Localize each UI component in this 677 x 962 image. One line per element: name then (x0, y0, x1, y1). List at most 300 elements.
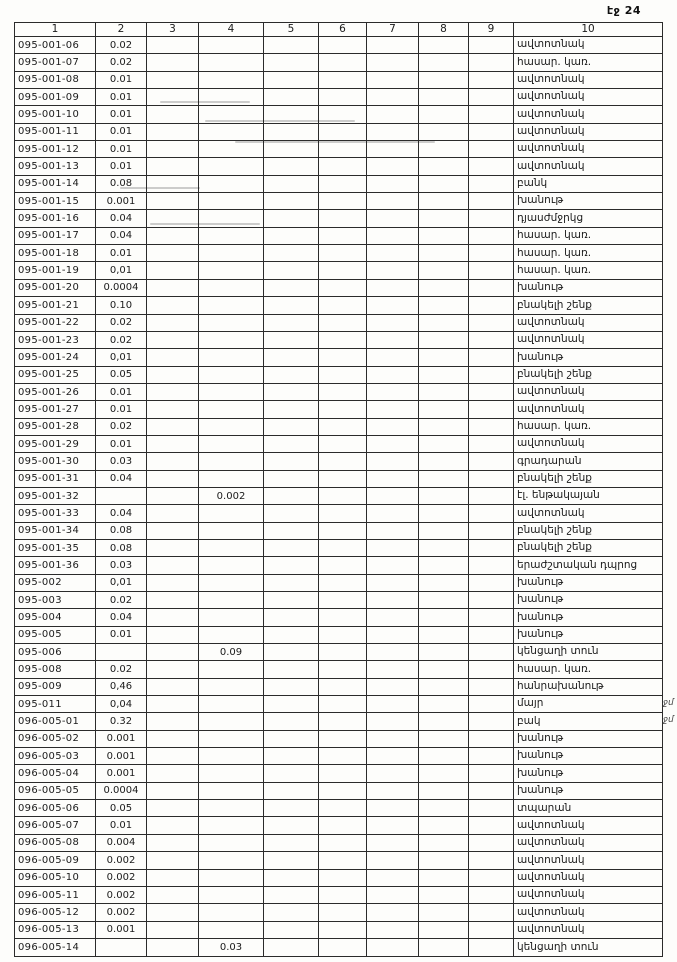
area-value-cell: 0.01 (96, 71, 147, 88)
area-value-cell: 0.01 (96, 383, 147, 400)
code-cell: 095-001-19 (15, 262, 96, 279)
empty-cell (264, 817, 319, 834)
table-row (15, 886, 663, 903)
empty-cell (147, 921, 199, 938)
empty-cell (264, 730, 319, 747)
area-value-4-cell (199, 852, 264, 869)
empty-cell (147, 297, 199, 314)
empty-cell (147, 37, 199, 54)
empty-cell (147, 349, 199, 366)
object-label-cell: բնակելի շենք (514, 522, 663, 539)
empty-cell (319, 71, 367, 88)
object-label-cell: կենցաղի տուն (514, 644, 663, 661)
empty-cell (469, 383, 514, 400)
area-value-cell: 0.0004 (96, 782, 147, 799)
empty-cell (469, 487, 514, 504)
empty-cell (147, 331, 199, 348)
empty-cell (147, 505, 199, 522)
table-row (15, 453, 663, 470)
empty-cell (419, 817, 469, 834)
empty-cell (264, 123, 319, 140)
empty-cell (419, 592, 469, 609)
empty-cell (264, 661, 319, 678)
area-value-4-cell (199, 748, 264, 765)
empty-cell (264, 141, 319, 158)
empty-cell (147, 696, 199, 713)
area-value-cell: 0.02 (96, 331, 147, 348)
object-label-cell: ավտոտնակ (514, 435, 663, 452)
area-value-4-cell (199, 626, 264, 643)
empty-cell (264, 626, 319, 643)
code-cell: 095-001-07 (15, 54, 96, 71)
empty-cell (147, 193, 199, 210)
table-row (15, 158, 663, 175)
column-header: 5 (264, 23, 319, 37)
empty-cell (319, 661, 367, 678)
empty-cell (367, 331, 419, 348)
area-value-cell: 0.002 (96, 852, 147, 869)
empty-cell (367, 678, 419, 695)
area-value-cell: 0.001 (96, 748, 147, 765)
area-value-cell: 0.03 (96, 453, 147, 470)
code-cell: 096-005-06 (15, 800, 96, 817)
table-row (15, 227, 663, 244)
table-row (15, 505, 663, 522)
area-value-4-cell (199, 505, 264, 522)
empty-cell (469, 470, 514, 487)
empty-cell (319, 938, 367, 956)
empty-cell (367, 522, 419, 539)
empty-cell (319, 696, 367, 713)
empty-cell (319, 626, 367, 643)
empty-cell (469, 505, 514, 522)
code-cell: 095-001-24 (15, 349, 96, 366)
object-label-cell: ավտոտնակ (514, 852, 663, 869)
empty-cell (367, 852, 419, 869)
empty-cell (469, 158, 514, 175)
empty-cell (264, 314, 319, 331)
table-row (15, 175, 663, 192)
area-value-cell: 0.02 (96, 314, 147, 331)
empty-cell (469, 349, 514, 366)
empty-cell (367, 921, 419, 938)
empty-cell (419, 730, 469, 747)
empty-cell (147, 314, 199, 331)
table-row (15, 89, 663, 106)
empty-cell (419, 609, 469, 626)
area-value-4-cell (199, 314, 264, 331)
code-cell: 095-001-27 (15, 401, 96, 418)
empty-cell (469, 54, 514, 71)
table-row (15, 262, 663, 279)
empty-cell (419, 71, 469, 88)
empty-cell (367, 834, 419, 851)
code-cell: 095-009 (15, 678, 96, 695)
empty-cell (147, 886, 199, 903)
empty-cell (469, 331, 514, 348)
area-value-4-cell (199, 297, 264, 314)
table-row (15, 748, 663, 765)
table-row (15, 54, 663, 71)
empty-cell (319, 782, 367, 799)
empty-cell (469, 89, 514, 106)
table-row (15, 609, 663, 626)
empty-cell (264, 71, 319, 88)
empty-cell (264, 331, 319, 348)
empty-cell (419, 557, 469, 574)
area-value-cell: 0.32 (96, 713, 147, 730)
code-cell: 095-001-06 (15, 37, 96, 54)
area-value-cell: 0.002 (96, 886, 147, 903)
code-cell: 096-005-03 (15, 748, 96, 765)
empty-cell (367, 54, 419, 71)
empty-cell (419, 193, 469, 210)
empty-cell (469, 314, 514, 331)
object-label-cell: ավտոտնակ (514, 331, 663, 348)
code-cell: 095-001-18 (15, 245, 96, 262)
empty-cell (264, 193, 319, 210)
object-label-cell: կենցաղի տուն (514, 938, 663, 956)
empty-cell (264, 366, 319, 383)
empty-cell (264, 696, 319, 713)
empty-cell (419, 748, 469, 765)
object-label-cell: գրադարան (514, 453, 663, 470)
empty-cell (264, 54, 319, 71)
column-header: 3 (147, 23, 199, 37)
empty-cell (469, 592, 514, 609)
empty-cell (264, 522, 319, 539)
table-row (15, 852, 663, 869)
empty-cell (264, 904, 319, 921)
empty-cell (419, 800, 469, 817)
object-label-cell: ավտոտնակ (514, 158, 663, 175)
object-label-cell: տպարան (514, 800, 663, 817)
area-value-4-cell: 0.09 (199, 644, 264, 661)
area-value-4-cell (199, 730, 264, 747)
area-value-cell: 0.01 (96, 123, 147, 140)
empty-cell (367, 435, 419, 452)
empty-cell (367, 557, 419, 574)
code-cell: 095-001-28 (15, 418, 96, 435)
area-value-cell: 0.02 (96, 592, 147, 609)
empty-cell (419, 314, 469, 331)
empty-cell (319, 54, 367, 71)
code-cell: 096-005-07 (15, 817, 96, 834)
empty-cell (264, 37, 319, 54)
area-value-4-cell (199, 141, 264, 158)
empty-cell (147, 383, 199, 400)
area-value-cell: 0.01 (96, 245, 147, 262)
empty-cell (469, 557, 514, 574)
empty-cell (147, 817, 199, 834)
area-value-4-cell (199, 418, 264, 435)
column-header: 9 (469, 23, 514, 37)
table-body (15, 37, 663, 957)
empty-cell (147, 71, 199, 88)
area-value-4-cell (199, 609, 264, 626)
empty-cell (264, 869, 319, 886)
object-label-cell: հասար. կառ. (514, 262, 663, 279)
object-label-cell: խանութ (514, 730, 663, 747)
empty-cell (319, 713, 367, 730)
area-value-cell: 0.04 (96, 609, 147, 626)
empty-cell (367, 418, 419, 435)
empty-cell (367, 730, 419, 747)
empty-cell (367, 817, 419, 834)
area-value-cell: 0.02 (96, 54, 147, 71)
empty-cell (469, 886, 514, 903)
area-value-4-cell (199, 366, 264, 383)
area-value-cell: 0.05 (96, 800, 147, 817)
empty-cell (147, 435, 199, 452)
empty-cell (367, 696, 419, 713)
empty-cell (264, 175, 319, 192)
table-row (15, 487, 663, 504)
code-cell: 095-003 (15, 592, 96, 609)
area-value-cell: 0,01 (96, 574, 147, 591)
empty-cell (419, 435, 469, 452)
empty-cell (367, 175, 419, 192)
empty-cell (264, 782, 319, 799)
empty-cell (264, 505, 319, 522)
code-cell: 096-005-08 (15, 834, 96, 851)
area-value-cell: 0.04 (96, 505, 147, 522)
empty-cell (367, 661, 419, 678)
area-value-4-cell (199, 54, 264, 71)
empty-cell (147, 279, 199, 296)
area-value-4-cell (199, 193, 264, 210)
code-cell: 095-002 (15, 574, 96, 591)
empty-cell (419, 349, 469, 366)
empty-cell (367, 401, 419, 418)
empty-cell (319, 193, 367, 210)
empty-cell (469, 574, 514, 591)
area-value-4-cell (199, 470, 264, 487)
table-row (15, 869, 663, 886)
empty-cell (419, 227, 469, 244)
empty-cell (469, 713, 514, 730)
empty-cell (147, 661, 199, 678)
empty-cell (147, 487, 199, 504)
table-row (15, 210, 663, 227)
table-row (15, 123, 663, 140)
empty-cell (367, 938, 419, 956)
empty-cell (319, 262, 367, 279)
code-cell: 095-001-34 (15, 522, 96, 539)
column-header: 1 (15, 23, 96, 37)
empty-cell (367, 765, 419, 782)
empty-cell (147, 522, 199, 539)
empty-cell (469, 193, 514, 210)
empty-cell (367, 89, 419, 106)
area-value-cell: 0.03 (96, 557, 147, 574)
object-label-cell: խանութ (514, 592, 663, 609)
empty-cell (419, 644, 469, 661)
code-cell: 095-001-20 (15, 279, 96, 296)
code-cell: 095-001-10 (15, 106, 96, 123)
empty-cell (319, 331, 367, 348)
empty-cell (147, 592, 199, 609)
area-value-4-cell (199, 592, 264, 609)
empty-cell (469, 37, 514, 54)
empty-cell (367, 349, 419, 366)
empty-cell (469, 539, 514, 556)
empty-cell (264, 921, 319, 938)
object-label-cell: ավտոտնակ (514, 314, 663, 331)
empty-cell (264, 297, 319, 314)
empty-cell (367, 210, 419, 227)
empty-cell (469, 453, 514, 470)
area-value-cell: 0.08 (96, 522, 147, 539)
area-value-4-cell (199, 800, 264, 817)
empty-cell (469, 644, 514, 661)
empty-cell (419, 487, 469, 504)
code-cell: 095-001-26 (15, 383, 96, 400)
code-cell: 095-001-09 (15, 89, 96, 106)
empty-cell (147, 678, 199, 695)
object-label-cell: խանութ (514, 574, 663, 591)
empty-cell (319, 574, 367, 591)
object-label-cell: հասար. կառ. (514, 418, 663, 435)
empty-cell (319, 852, 367, 869)
empty-cell (147, 262, 199, 279)
empty-cell (469, 626, 514, 643)
empty-cell (319, 123, 367, 140)
empty-cell (469, 852, 514, 869)
area-value-4-cell (199, 661, 264, 678)
area-value-cell: 0,04 (96, 696, 147, 713)
empty-cell (319, 418, 367, 435)
empty-cell (319, 487, 367, 504)
empty-cell (147, 539, 199, 556)
object-label-cell: խանութ (514, 748, 663, 765)
table-row (15, 314, 663, 331)
empty-cell (469, 678, 514, 695)
table-row (15, 661, 663, 678)
empty-cell (419, 713, 469, 730)
empty-cell (264, 800, 319, 817)
empty-cell (419, 661, 469, 678)
code-cell: 096-005-11 (15, 886, 96, 903)
empty-cell (147, 54, 199, 71)
empty-cell (319, 886, 367, 903)
area-value-4-cell (199, 175, 264, 192)
empty-cell (264, 713, 319, 730)
area-value-4-cell (199, 522, 264, 539)
code-cell: 095-001-35 (15, 539, 96, 556)
area-value-cell: 0.001 (96, 730, 147, 747)
empty-cell (264, 748, 319, 765)
empty-cell (367, 314, 419, 331)
area-value-cell: 0.002 (96, 869, 147, 886)
table-row (15, 279, 663, 296)
empty-cell (469, 609, 514, 626)
empty-cell (367, 245, 419, 262)
empty-cell (419, 245, 469, 262)
empty-cell (264, 349, 319, 366)
object-label-cell: ավտոտնակ (514, 106, 663, 123)
empty-cell (469, 297, 514, 314)
area-value-cell: 0.02 (96, 37, 147, 54)
object-label-cell: ավտոտնակ (514, 37, 663, 54)
table-row (15, 470, 663, 487)
empty-cell (419, 89, 469, 106)
area-value-cell: 0.04 (96, 210, 147, 227)
empty-cell (319, 383, 367, 400)
table-row (15, 938, 663, 956)
code-cell: 095-001-23 (15, 331, 96, 348)
area-value-cell: 0.001 (96, 765, 147, 782)
code-cell: 096-005-14 (15, 938, 96, 956)
empty-cell (264, 678, 319, 695)
object-label-cell: մայր (514, 696, 663, 713)
area-value-4-cell (199, 349, 264, 366)
table-row (15, 331, 663, 348)
empty-cell (319, 175, 367, 192)
page-number-label: էջ 24 (606, 4, 641, 17)
area-value-cell (96, 644, 147, 661)
empty-cell (319, 921, 367, 938)
empty-cell (419, 175, 469, 192)
empty-cell (264, 765, 319, 782)
empty-cell (367, 470, 419, 487)
object-label-cell: հասար. կառ. (514, 245, 663, 262)
empty-cell (319, 869, 367, 886)
area-value-4-cell (199, 401, 264, 418)
empty-cell (319, 470, 367, 487)
empty-cell (319, 297, 367, 314)
empty-cell (319, 141, 367, 158)
empty-cell (469, 921, 514, 938)
empty-cell (419, 106, 469, 123)
empty-cell (319, 644, 367, 661)
empty-cell (469, 141, 514, 158)
empty-cell (419, 678, 469, 695)
header-row (15, 23, 663, 37)
empty-cell (367, 539, 419, 556)
empty-cell (419, 834, 469, 851)
area-value-cell: 0.01 (96, 141, 147, 158)
code-cell: 096-005-02 (15, 730, 96, 747)
data-table (14, 22, 663, 957)
object-label-cell: բակ (514, 713, 663, 730)
empty-cell (264, 609, 319, 626)
empty-cell (147, 245, 199, 262)
area-value-4-cell (199, 782, 264, 799)
area-value-4-cell (199, 574, 264, 591)
area-value-4-cell (199, 713, 264, 730)
area-value-4-cell (199, 453, 264, 470)
empty-cell (469, 435, 514, 452)
empty-cell (419, 921, 469, 938)
empty-cell (147, 626, 199, 643)
empty-cell (147, 227, 199, 244)
empty-cell (319, 401, 367, 418)
empty-cell (264, 539, 319, 556)
table-row (15, 713, 663, 730)
empty-cell (419, 262, 469, 279)
empty-cell (319, 678, 367, 695)
empty-cell (419, 852, 469, 869)
empty-cell (469, 696, 514, 713)
empty-cell (419, 401, 469, 418)
code-cell: 095-001-36 (15, 557, 96, 574)
empty-cell (367, 158, 419, 175)
area-value-cell (96, 487, 147, 504)
empty-cell (419, 505, 469, 522)
empty-cell (419, 418, 469, 435)
area-value-cell: 0.04 (96, 470, 147, 487)
